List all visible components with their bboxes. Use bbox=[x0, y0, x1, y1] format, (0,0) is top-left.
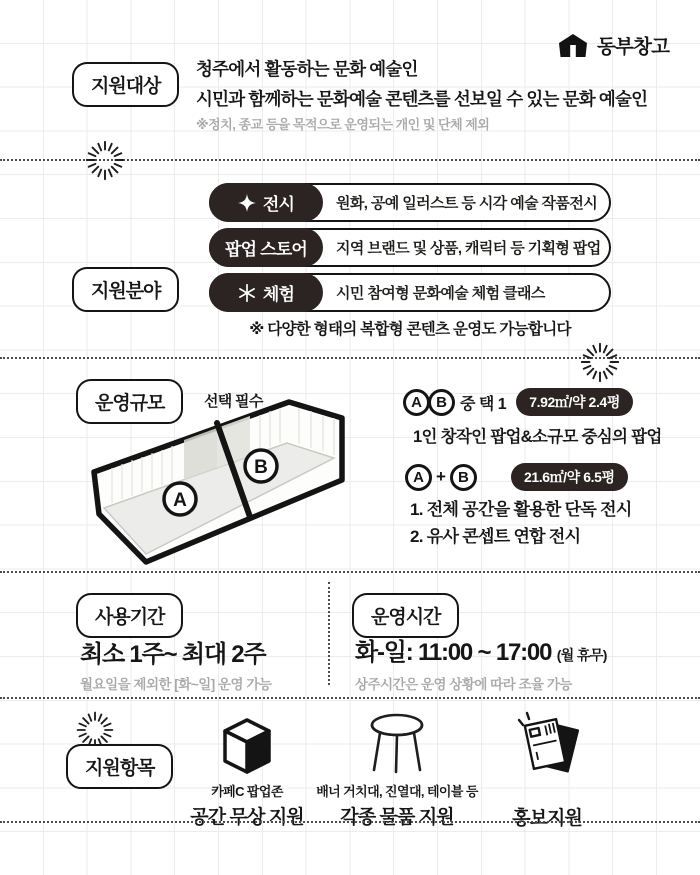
circle-b-icon: B bbox=[450, 464, 477, 491]
field-pill-experience bbox=[209, 273, 611, 312]
option1-desc: 1인 창작인 팝업&소규모 중심의 팝업 bbox=[413, 428, 662, 446]
field-pill-popup-store bbox=[209, 228, 611, 267]
scale-option2-row bbox=[405, 463, 628, 491]
circle-a-icon: A bbox=[405, 464, 432, 491]
dotted-separator-5 bbox=[0, 821, 700, 823]
badge-support-field: 지원분야 bbox=[72, 267, 179, 312]
starburst-icon bbox=[577, 339, 623, 385]
field-pill-exhibition bbox=[209, 183, 611, 222]
item-label: 홍보지원 bbox=[512, 808, 582, 829]
option2-list bbox=[410, 496, 632, 550]
badge-usage-period: 사용기간 bbox=[76, 593, 183, 638]
sparkle6-icon bbox=[238, 284, 256, 302]
item-small-text: 카페C 팝업존 bbox=[211, 784, 283, 799]
scale-option1-row bbox=[403, 388, 633, 416]
cube-icon bbox=[219, 716, 275, 776]
circle-a-icon: A bbox=[403, 389, 430, 416]
room-a-label: A bbox=[173, 490, 187, 511]
warehouse-icon bbox=[556, 32, 590, 59]
option1-size-pill: 7.92㎡/약 2.4평 bbox=[516, 388, 633, 416]
field-pill-label: 팝업 스토어 bbox=[209, 228, 323, 267]
target-line1: 청주에서 활동하는 문화 예술인 bbox=[196, 59, 418, 79]
hours-main: 화-일: 11:00 ~ 17:00 (월 휴무) bbox=[355, 639, 607, 666]
dotted-separator-4 bbox=[0, 697, 700, 699]
option2-size-pill: 21.6㎡/약 6.5평 bbox=[511, 463, 628, 491]
flyers-icon bbox=[511, 710, 583, 780]
badge-operation-scale: 운영규모 bbox=[76, 379, 183, 424]
hours-suffix: (월 휴무) bbox=[556, 647, 607, 663]
target-note: ※정치, 종교 등을 목적으로 운영되는 개인 및 단체 제외 bbox=[196, 117, 490, 132]
brand-name: 동부창고 bbox=[597, 36, 670, 58]
field-note: ※ 다양한 형태의 복합형 콘텐츠 운영도 가능합니다 bbox=[249, 321, 571, 338]
starburst-icon bbox=[82, 137, 128, 183]
target-line2: 시민과 함께하는 문화예술 콘텐츠를 선보일 수 있는 문화 예술인 bbox=[196, 89, 648, 109]
sparkle4-icon bbox=[238, 194, 256, 212]
period-sub: 월요일을 제외한 [화~일] 운영 가능 bbox=[80, 677, 272, 692]
support-item-goods bbox=[316, 712, 478, 829]
support-item-space bbox=[184, 716, 310, 829]
dotted-vertical-divider bbox=[328, 582, 330, 685]
hours-sub: 상주시간은 운영 상황에 따라 조율 가능 bbox=[355, 677, 572, 692]
field-pill-desc: 지역 브랜드 및 상품, 캐릭터 등 기획형 팝업 bbox=[336, 240, 601, 257]
field-pill-label: 전시 bbox=[209, 183, 323, 222]
field-pill-desc: 시민 참여형 문화예술 체험 클래스 bbox=[336, 285, 545, 302]
item-label: 공간 무상 지원 bbox=[190, 807, 304, 828]
period-main: 최소 1주~ 최대 2주 bbox=[80, 641, 266, 668]
option1-mid: 중 택 1 bbox=[460, 395, 507, 413]
option2-line1: 1. 전체 공간을 활용한 단독 전시 bbox=[410, 500, 632, 519]
plus-sign: + bbox=[436, 467, 446, 486]
badge-support-items: 지원항목 bbox=[66, 744, 173, 789]
support-item-promotion bbox=[492, 710, 602, 830]
circle-b-icon: B bbox=[428, 389, 455, 416]
option2-line2: 2. 유사 콘셉트 연합 전시 bbox=[410, 527, 581, 546]
dotted-separator-3 bbox=[0, 571, 700, 573]
scale-subtitle: 선택 필수 bbox=[204, 393, 263, 410]
room-b-label: B bbox=[254, 457, 268, 478]
field-pill-label: 체험 bbox=[209, 273, 323, 312]
item-small-text: 배너 거치대, 진열대, 테이블 등 bbox=[316, 784, 478, 799]
room-diagram bbox=[84, 396, 368, 582]
brand-logo bbox=[556, 31, 669, 59]
badge-operation-hours: 운영시간 bbox=[352, 593, 459, 638]
field-pill-desc: 원화, 공예 일러스트 등 시각 예술 작품전시 bbox=[336, 195, 598, 212]
item-label: 각종 물품 지원 bbox=[340, 807, 454, 828]
badge-support-target: 지원대상 bbox=[72, 62, 179, 107]
stool-icon bbox=[366, 712, 428, 776]
